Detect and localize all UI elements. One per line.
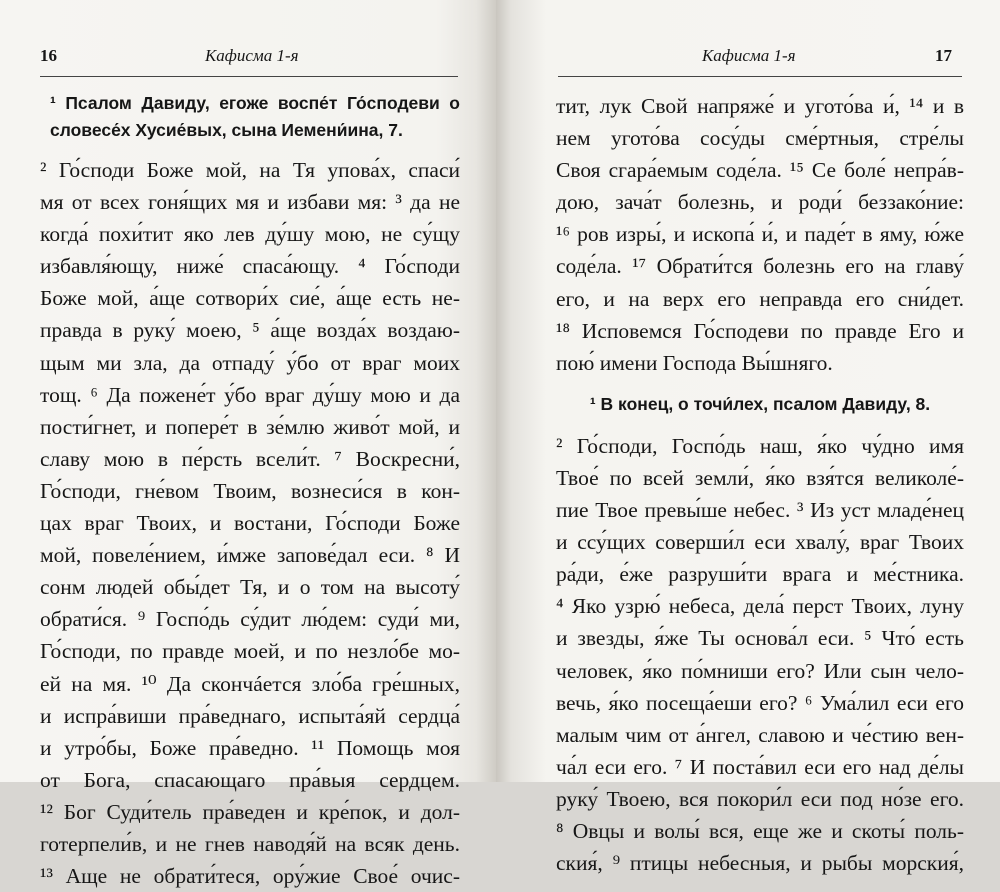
text-line: славу мою в пе́рсть всели́т. ⁷ Воскресни́, xyxy=(40,446,460,471)
text-line: ¹⁶ ров изры́, и ископа́ и́, и паде́т в яму, ю́же xyxy=(556,222,964,247)
text-line: дою, зача́т болезнь, и роди́ беззако́ние: xyxy=(556,190,964,215)
text-line: щым ми зла, да отпаду́ у́бо от враг моих xyxy=(40,350,460,375)
right-running-title: Кафисма 1-я xyxy=(702,46,796,65)
right-page-number: 17 xyxy=(935,46,952,65)
text-line: ския́, ⁹ птицы небесныя, и рыбы морския́, xyxy=(556,851,964,876)
text-line: пие Твое превы́ше небес. ³ Из уст младе́нец xyxy=(556,498,964,523)
text-line: Боже мой, а́ще сотвори́х сие́, а́ще есть не- xyxy=(40,286,460,311)
text-line: нем угото́ва сосу́ды сме́ртныя, стре́лы xyxy=(556,126,964,151)
text-line: избавля́ющу, ниже́ спаса́ющу. ⁴ Го́споди xyxy=(40,254,460,279)
text-line: и звезды, я́же Ты основа́л еси. ⁵ Что́ есть xyxy=(556,626,964,651)
text-line: пости́гнет, и попере́т в зе́млю живо́т мой, и xyxy=(40,414,460,439)
left-page xyxy=(0,0,496,889)
psalm-7-title-line: словесе́х Хусие́вых, сына Иемени́ина, 7. xyxy=(50,120,403,140)
text-line: когда́ похи́тит яко лев ду́шу мою, не су́щу xyxy=(40,222,460,247)
text-line: ⁴ Яко узрю́ небеса, дела́ перст Твоих, луну xyxy=(556,594,964,619)
text-line: его, и на верх его неправда его сни́дет. xyxy=(556,286,964,311)
text-line: ¹³ Аще не обрати́теся, ору́жие Свое́ очис- xyxy=(40,864,460,889)
text-line: ⁸ Овцы и волы́ вся, еще же и скоты́ поль- xyxy=(556,818,964,843)
right-header-rule xyxy=(558,76,962,77)
text-line: мой, повеле́нием, и́мже запове́дал еси. ⁸ И xyxy=(40,543,460,568)
left-page-number: 16 xyxy=(40,46,57,65)
text-line: и ссу́щих соверши́л еси хвалу́, враг Твоих xyxy=(556,530,964,555)
left-text-block xyxy=(40,90,460,892)
text-line: обрати́ся. ⁹ Госпо́дь су́дит лю́дем: суди́ ми, xyxy=(40,607,460,632)
text-line: ча́л еси его. ⁷ И поста́вил еси его над де́лы xyxy=(556,754,964,779)
right-text-block xyxy=(556,90,964,879)
left-header-rule xyxy=(40,76,458,77)
text-line: Го́споди, гне́вом Твоим, вознеси́ся в кон- xyxy=(40,478,460,503)
text-line: ей на мя. ¹⁰ Да скончáется зло́ба гре́шных, xyxy=(40,671,460,696)
text-line: ¹² Бог Суди́тель пра́веден и кре́пок, и дол- xyxy=(40,799,460,824)
text-line: цах враг Твоих, и востани, Го́споди Боже xyxy=(40,511,460,536)
text-line: соде́ла. ¹⁷ Обрати́тся болезнь его на главу́ xyxy=(556,254,964,279)
text-line: мя от всех гоня́щих мя и избави мя: ³ да не xyxy=(40,190,460,215)
text-line: и утро́бы, Боже пра́ведно. ¹¹ Помощь моя xyxy=(40,735,460,760)
text-line: пою́ имени Господа Вы́шняго. xyxy=(556,350,833,375)
text-line: готерпели́в, и не гнев наводя́й на всяк день. xyxy=(40,831,460,856)
right-page xyxy=(496,0,1000,876)
psalm-7-title-line: ¹ Псалом Давиду, егоже воспе́т Го́сподеви о xyxy=(50,93,460,113)
text-line: тит, лук Свой напряже́ и угото́ва и́, ¹⁴ и в xyxy=(556,94,964,118)
text-line: тощ. ⁶ Да пожене́т у́бо враг ду́шу мою и да xyxy=(40,382,460,407)
text-line: Твое́ по всей земли́, я́ко взя́тся великоле́- xyxy=(556,465,964,490)
text-line: ¹⁸ Исповемся Го́сподеви по правде Его и xyxy=(556,318,964,343)
text-line: от Бога, спасающаго пра́выя сердцем. xyxy=(40,767,460,792)
text-line: человек, я́ко по́мниши его? Или сын чело- xyxy=(556,658,964,683)
left-running-title: Кафисма 1-я xyxy=(205,46,299,65)
text-line: сонм людей обы́дет Тя, и о том на высоту́ xyxy=(40,575,460,600)
psalm-8-title-line: ¹ В конец, о точи́лех, псалом Давиду, 8. xyxy=(589,393,931,414)
text-line: Го́споди, по правде моей, и по незло́бе мо- xyxy=(40,639,460,664)
text-line: вечь, я́ко посеща́еши его? ⁶ Ума́лил еси его xyxy=(556,690,964,715)
text-line: Своя сгара́емым соде́ла. ¹⁵ Се боле́ непра́в- xyxy=(556,158,964,183)
text-line: ра́ди, е́же разруши́ти врага и ме́стника. xyxy=(556,562,964,587)
text-line: малым чим от а́нгел, славою и че́стию вен- xyxy=(556,722,964,747)
text-line: правда в руку́ моею, ⁵ а́ще возда́х воздаю- xyxy=(40,318,460,343)
text-line: руку́ Твоею, вся покори́л еси под но́зе его. xyxy=(556,786,964,811)
text-line: и испра́виши пра́веднаго, испыта́яй сердца́ xyxy=(40,703,460,728)
text-line: ² Го́споди Боже мой, на Тя упова́х, спаси́ xyxy=(40,158,460,182)
text-line: ² Го́споди, Госпо́дь наш, я́ко чу́дно имя xyxy=(556,433,964,458)
